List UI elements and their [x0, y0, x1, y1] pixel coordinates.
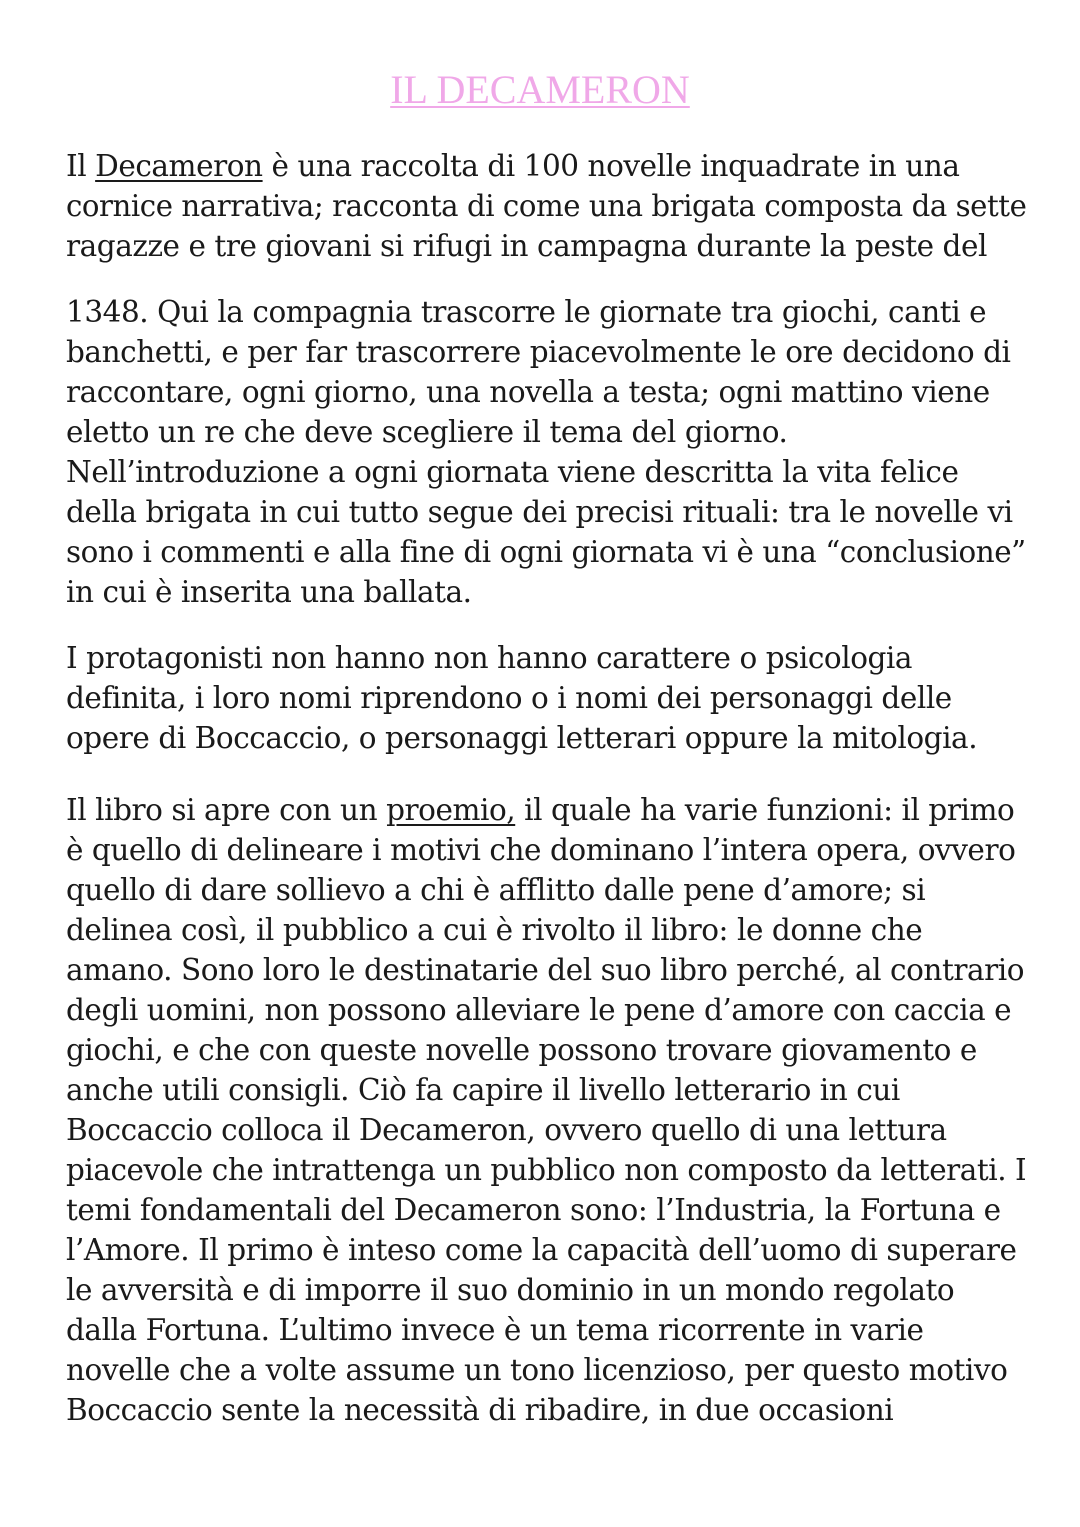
text-line: delinea così, il pubblico a cui è rivolto il libro: le donne che — [66, 913, 923, 947]
decameron-underlined-term: Decameron — [95, 149, 263, 183]
text-line: le avversità e di imporre il suo dominio in un mondo regolato — [66, 1273, 955, 1307]
text-line: 1348. Qui la compagnia trascorre le giornate tra giochi, canti e — [66, 295, 987, 329]
text-fragment: Il — [66, 149, 96, 183]
text-fragment: Il libro si apre con un — [66, 793, 387, 827]
text-line: definita, i loro nomi riprendono o i nomi dei personaggi delle — [66, 681, 952, 715]
paragraph-brigata — [66, 292, 1026, 612]
paragraph-protagonisti — [66, 638, 1026, 758]
text-line: I protagonisti non hanno non hanno carattere o psicologia — [66, 641, 913, 675]
text-line: anche utili consigli. Ciò fa capire il livello letterario in cui — [66, 1073, 900, 1107]
text-line: della brigata in cui tutto segue dei precisi rituali: tra le novelle vi — [66, 495, 1013, 529]
text-line: degli uomini, non possono alleviare le pene d’amore con caccia e — [66, 993, 1012, 1027]
text-line: opere di Boccaccio, o personaggi letterari oppure la mitologia. — [66, 721, 978, 755]
text-line — [66, 790, 1026, 830]
text-line: amano. Sono loro le destinatarie del suo libro perché, al contrario — [66, 953, 1025, 987]
text-line: temi fondamentali del Decameron sono: l’Industria, la Fortuna e — [66, 1193, 1001, 1227]
text-line: dalla Fortuna. L’ultimo invece è un tema ricorrente in varie — [66, 1313, 924, 1347]
text-line: Boccaccio colloca il Decameron, ovvero quello di una lettura — [66, 1113, 947, 1147]
page-title-text: IL DECAMERON — [390, 67, 690, 112]
text-line: ragazze e tre giovani si rifugi in campagna durante la peste del — [66, 229, 987, 263]
text-line — [66, 146, 1026, 186]
text-line: Boccaccio sente la necessità di ribadire, in due occasioni — [66, 1393, 894, 1427]
text-line: piacevole che intrattenga un pubblico non composto da letterati. I — [66, 1153, 1027, 1187]
text-fragment: è una raccolta di 100 novelle inquadrate in una — [262, 149, 960, 183]
text-line: in cui è inserita una ballata. — [66, 575, 472, 609]
text-line: banchetti, e per far trascorrere piacevolmente le ore decidono di — [66, 335, 1011, 369]
text-line: sono i commenti e alla fine di ogni giornata vi è una “conclusione” — [66, 535, 1026, 569]
text-line: giochi, e che con queste novelle possono trovare giovamento e — [66, 1033, 977, 1067]
text-line: l’Amore. Il primo è inteso come la capacità dell’uomo di superare — [66, 1233, 1017, 1267]
paragraph-proemio — [66, 790, 1026, 1430]
text-fragment: il quale ha varie funzioni: il primo — [515, 793, 1015, 827]
text-line: eletto un re che deve scegliere il tema del giorno. — [66, 415, 788, 449]
text-line: quello di dare sollievo a chi è afflitto dalle pene d’amore; si — [66, 873, 926, 907]
text-line: è quello di delineare i motivi che dominano l’intera opera, ovvero — [66, 833, 1016, 867]
text-line: raccontare, ogni giorno, una novella a testa; ogni mattino viene — [66, 375, 990, 409]
text-line: novelle che a volte assume un tono licenzioso, per questo motivo — [66, 1353, 1008, 1387]
text-line: cornice narrativa; racconta di come una brigata composta da sette — [66, 189, 1027, 223]
paragraph-intro — [66, 146, 1026, 266]
page-title — [0, 66, 1080, 114]
proemio-underlined-term: proemio, — [386, 793, 516, 827]
text-line: Nell’introduzione a ogni giornata viene descritta la vita felice — [66, 455, 959, 489]
